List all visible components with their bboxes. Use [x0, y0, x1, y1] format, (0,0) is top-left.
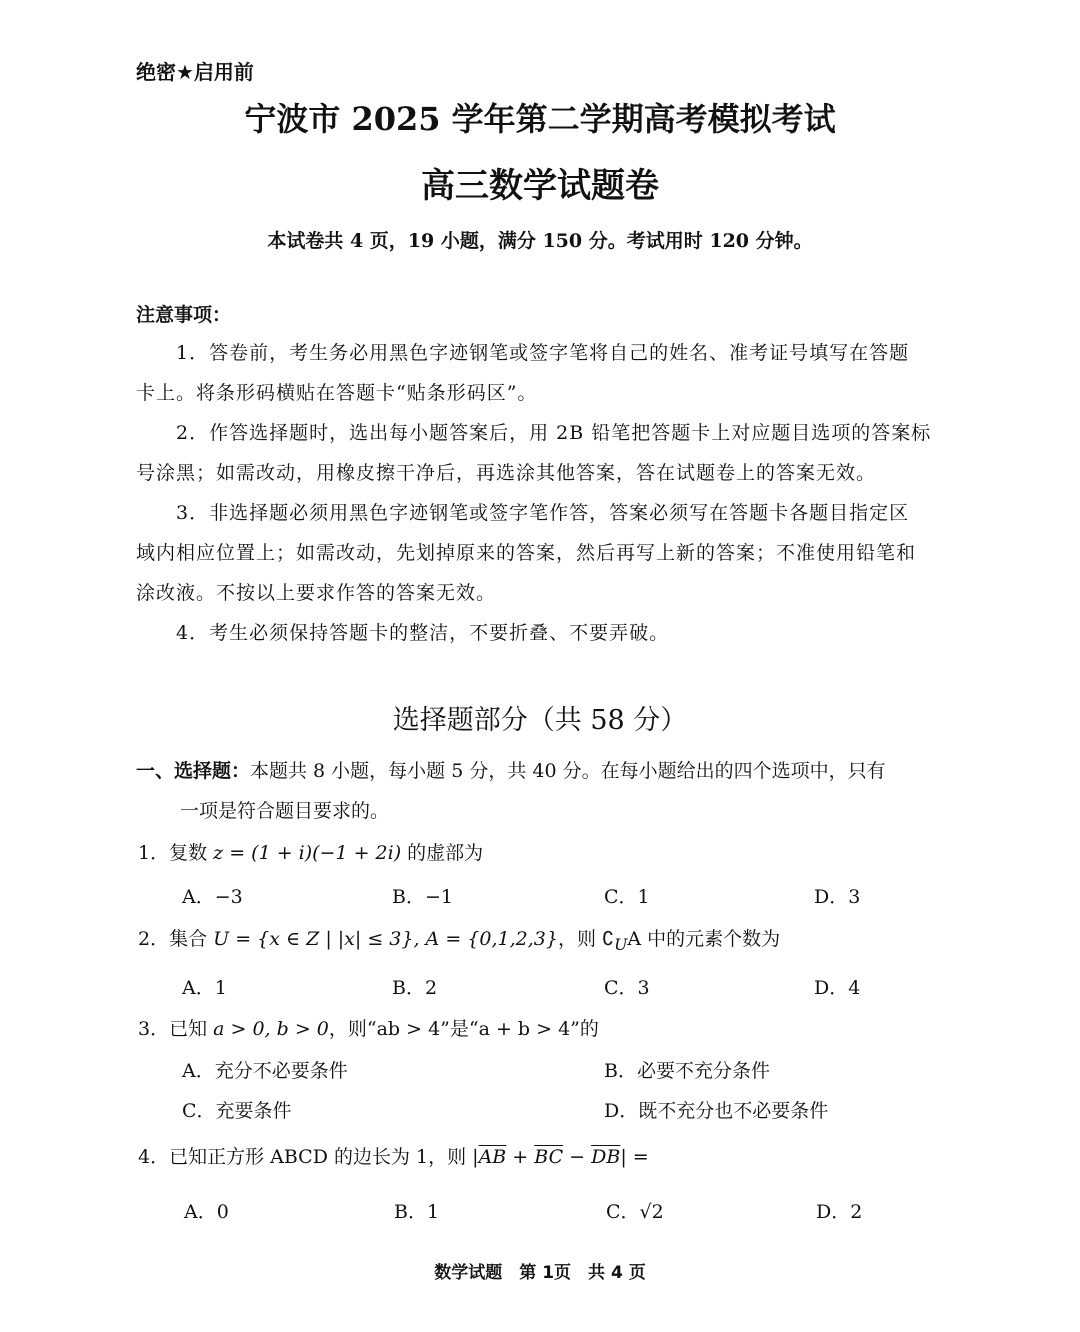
q1-option-c: C．1: [604, 886, 650, 908]
question-number: 2．: [138, 928, 170, 950]
q4-option-a: A．0: [184, 1201, 229, 1223]
exam-title: 宁波市 2025 学年第二学期高考模拟考试: [244, 100, 836, 138]
notice-item-3-line-1: 3．非选择题必须用黑色字迹钢笔或签字笔作答，答案必须写在答题卡各题目指定区: [176, 502, 910, 524]
notice-item-2-line-2: 号涂黑；如需改动，用橡皮擦干净后，再选涂其他答案，答在试题卷上的答案无效。: [136, 462, 877, 484]
part-description: [136, 756, 886, 783]
question-stem: 复数: [169, 842, 214, 864]
notice-item-1-line-2: 卡上。将条形码横贴在答题卡“贴条形码区”。: [136, 382, 538, 404]
q2-option-b: B．2: [392, 977, 438, 999]
notice-item-3-line-3: 涂改液。不按以上要求作答的答案无效。: [136, 582, 497, 604]
question-4: [138, 1142, 649, 1169]
q2-option-a: A．1: [182, 977, 227, 999]
vector-bc: $\overline{BC}$: [534, 1146, 564, 1168]
q2-option-d: D．4: [814, 977, 861, 999]
question-stem-tail: A 中的元素个数为: [627, 928, 781, 950]
notice-item-2-line-1: 2．作答选择题时，选出每小题答案后，用 2B 铅笔把答题卡上对应题目选项的答案标: [176, 422, 932, 444]
q4-option-c: C．√2: [606, 1201, 664, 1223]
exam-info: 本试卷共 4 页，19 小题，满分 150 分。考试用时 120 分钟。: [267, 230, 813, 252]
part-label: 一、选择题：: [136, 760, 251, 782]
exam-subtitle: 高三数学试题卷: [421, 166, 659, 206]
plus-sign: +: [506, 1146, 535, 1168]
question-stem-post: ，则 ∁: [557, 928, 615, 950]
q3-option-d: D．既不充分也不必要条件: [604, 1100, 829, 1122]
question-2: [138, 924, 780, 954]
complement-subscript: U: [614, 934, 628, 954]
abs-bar-left: |: [472, 1146, 479, 1168]
q1-option-b: B．−1: [392, 886, 453, 908]
q3-option-c: C．充要条件: [182, 1100, 292, 1122]
q4-option-b: B．1: [394, 1201, 440, 1223]
secret-mark: 绝密★启用前: [136, 60, 254, 84]
notice-item-4-line-1: 4．考生必须保持答题卡的整洁，不要折叠、不要弄破。: [176, 622, 670, 644]
section-title: 选择题部分（共 58 分）: [392, 705, 688, 736]
question-stem: 已知: [169, 1018, 214, 1040]
question-stem-post: 的虚部为: [401, 842, 484, 864]
question-number: 4．: [138, 1146, 170, 1168]
vector-db: $\overline{DB}$: [591, 1146, 621, 1168]
notice-heading: 注意事项：: [136, 304, 232, 326]
q1-option-d: D．3: [814, 886, 861, 908]
question-1: [138, 838, 483, 865]
notice-item-1-line-1: 1．答卷前，考生务必用黑色字迹钢笔或签字笔将自己的姓名、准考证号填写在答题: [176, 342, 910, 364]
q4-option-d: D．2: [816, 1201, 863, 1223]
question-math: z = (1 + i)(−1 + 2i): [213, 842, 402, 864]
page-footer: 数学试题 第 1页 共 4 页: [434, 1263, 646, 1283]
vector-ab: $\overline{AB}$: [478, 1146, 507, 1168]
q3-option-a: A．充分不必要条件: [182, 1060, 348, 1082]
abs-bar-right: |: [620, 1146, 627, 1168]
question-number: 3．: [138, 1018, 170, 1040]
part-desc-line-1: 本题共 8 小题，每小题 5 分，共 40 分。在每小题给出的四个选项中，只有: [250, 760, 886, 782]
minus-sign: −: [563, 1146, 592, 1168]
notice-item-3-line-2: 域内相应位置上；如需改动，先划掉原来的答案，然后再写上新的答案；不准使用铅笔和: [136, 542, 917, 564]
q1-option-a: A．−3: [182, 886, 243, 908]
question-3: [138, 1014, 599, 1041]
q2-option-c: C．3: [604, 977, 650, 999]
part-desc-line-2: 一项是符合题目要求的。: [180, 800, 390, 822]
question-stem-post: ，则“ab > 4”是“a + b > 4”的: [328, 1018, 599, 1040]
q3-option-b: B．必要不充分条件: [604, 1060, 770, 1082]
equals-sign: =: [626, 1146, 649, 1168]
question-math: U = {x ∈ Z | |x| ≤ 3}, A = {0,1,2,3}: [213, 928, 558, 950]
question-stem: 集合: [169, 928, 214, 950]
question-stem: 已知正方形 ABCD 的边长为 1，则: [169, 1146, 473, 1168]
question-math: a > 0, b > 0: [213, 1018, 329, 1040]
question-number: 1．: [138, 842, 170, 864]
